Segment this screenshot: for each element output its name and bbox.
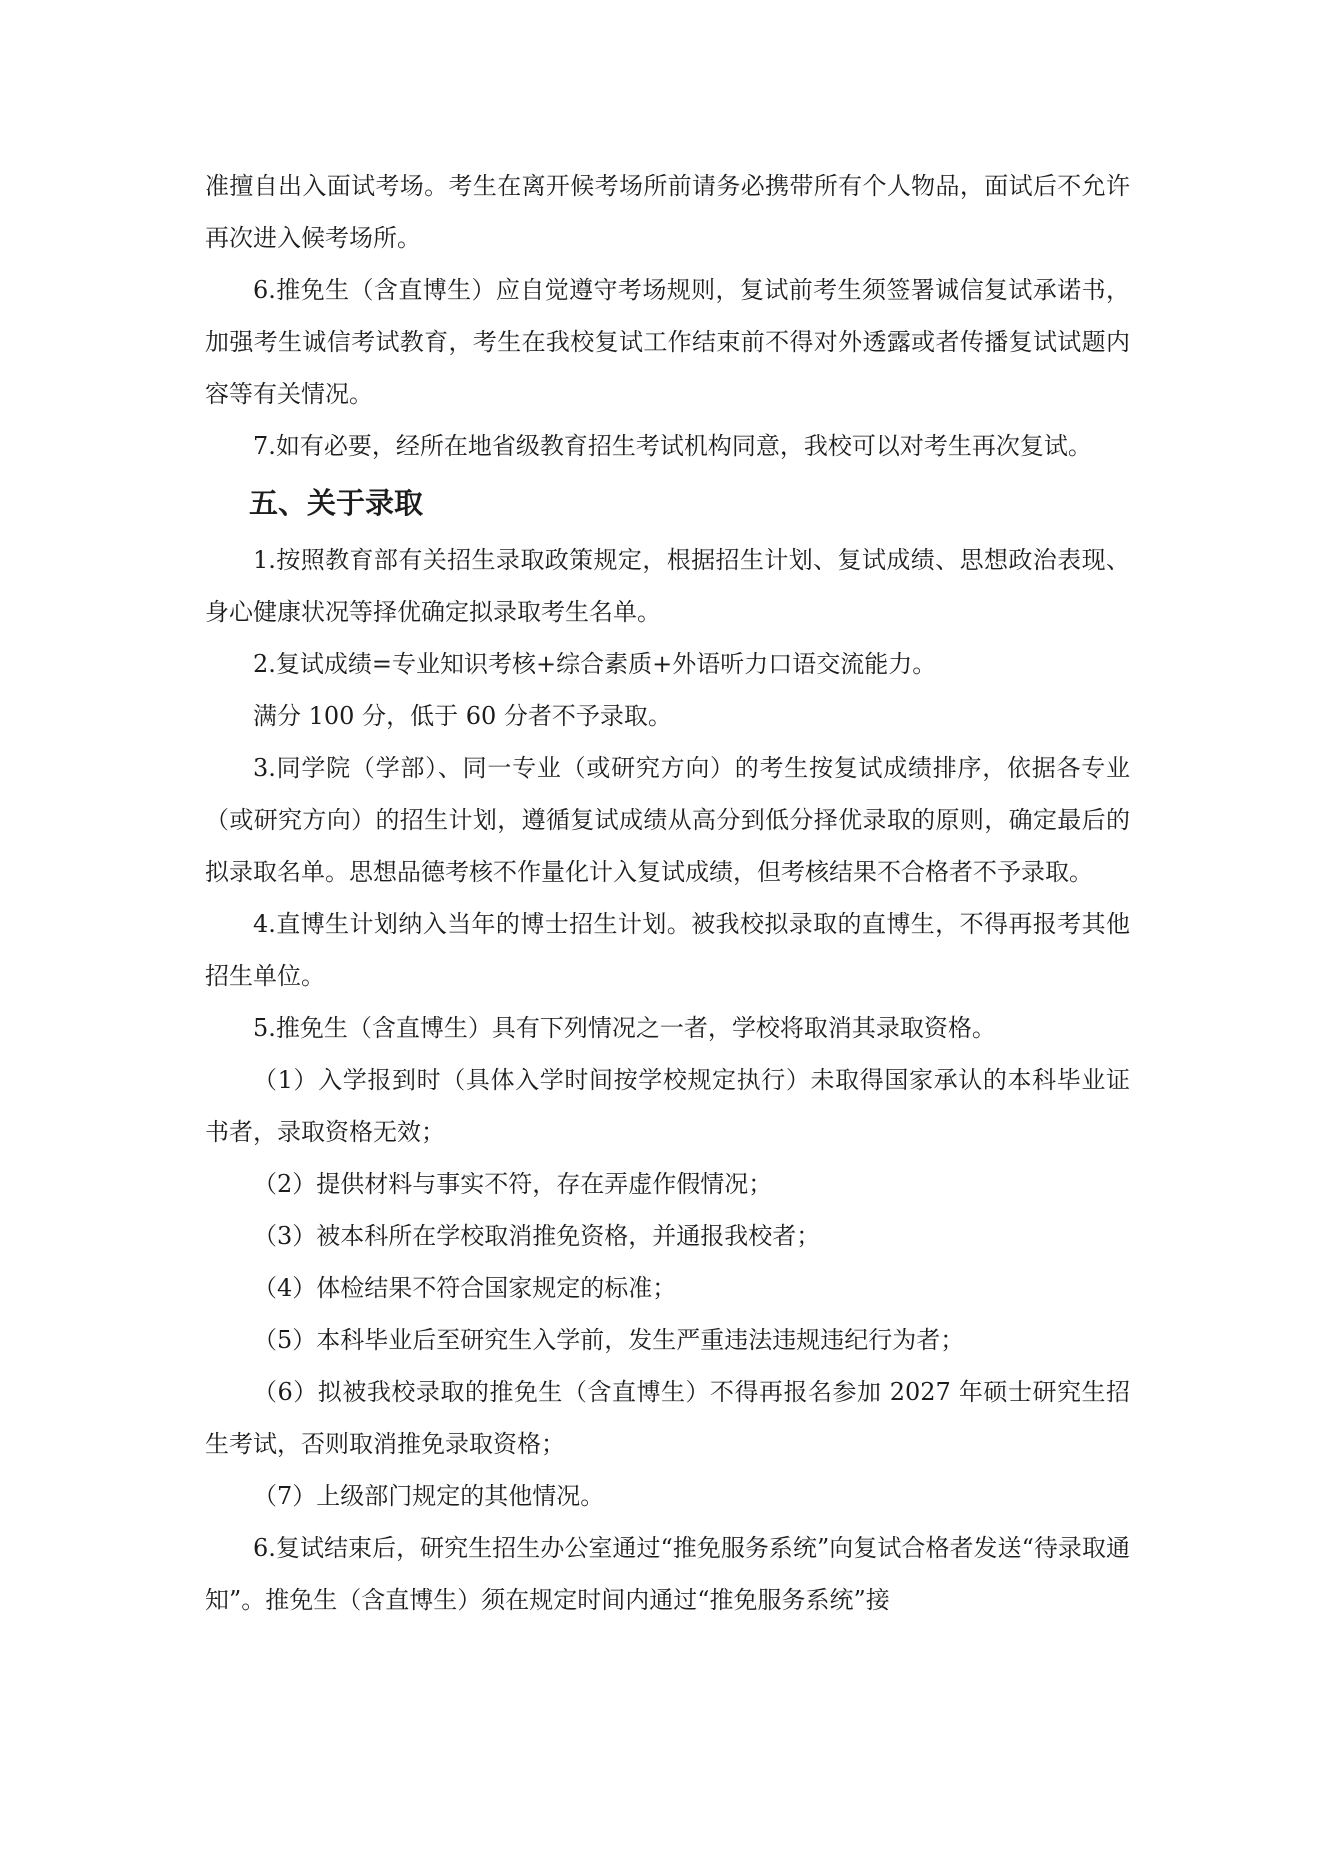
list-item-condition-1: （1）入学报到时（具体入学时间按学校规定执行）未取得国家承认的本科毕业证书者，录取资格无效； xyxy=(205,1066,1130,1146)
paragraph-admission-1: 1.按照教育部有关招生录取政策规定，根据招生计划、复试成绩、思想政治表现、身心健康状况等择优确定拟录取考生名单。 xyxy=(205,546,1130,626)
document-body xyxy=(205,160,1130,1626)
paragraph-admission-3: 3.同学院（学部）、同一专业（或研究方向）的考生按复试成绩排序，依据各专业（或研究方向）的招生计划，遵循复试成绩从高分到低分择优录取的原则，确定最后的拟录取名单。思想品德考核不作量化计入复试成绩，但考核结果不合格者不予录取。 xyxy=(205,754,1130,886)
paragraph-admission-5: 5.推免生（含直博生）具有下列情况之一者，学校将取消其录取资格。 xyxy=(253,1014,996,1042)
paragraph-admission-4: 4.直博生计划纳入当年的博士招生计划。被我校拟录取的直博生，不得再报考其他招生单位。 xyxy=(205,910,1130,990)
list-item-condition-7: （7）上级部门规定的其他情况。 xyxy=(253,1482,605,1510)
paragraph-admission-2: 2.复试成绩=专业知识考核+综合素质+外语听力口语交流能力。 xyxy=(253,650,937,678)
paragraph-item-7: 7.如有必要，经所在地省级教育招生考试机构同意，我校可以对考生再次复试。 xyxy=(253,432,1092,460)
list-item-condition-3: （3）被本科所在学校取消推免资格，并通报我校者； xyxy=(253,1222,821,1250)
list-item-condition-4: （4）体检结果不符合国家规定的标准； xyxy=(253,1274,677,1302)
paragraph-full-score: 满分 100 分，低于 60 分者不予录取。 xyxy=(253,702,672,730)
paragraph-continuation: 准擅自出入面试考场。考生在离开候考场所前请务必携带所有个人物品，面试后不允许再次进入候考场所。 xyxy=(205,172,1130,252)
section-heading: 五、关于录取 xyxy=(249,486,424,520)
list-item-condition-5: （5）本科毕业后至研究生入学前，发生严重违法违规违纪行为者； xyxy=(253,1326,965,1354)
list-item-condition-6: （6）拟被我校录取的推免生（含直博生）不得再报名参加 2027 年硕士研究生招生考试，否则取消推免录取资格； xyxy=(205,1378,1130,1458)
paragraph-admission-6: 6.复试结束后，研究生招生办公室通过“推免服务系统”向复试合格者发送“待录取通知”。推免生（含直博生）须在规定时间内通过“推免服务系统”接 xyxy=(205,1534,1130,1614)
list-item-condition-2: （2）提供材料与事实不符，存在弄虚作假情况； xyxy=(253,1170,773,1198)
paragraph-item-6: 6.推免生（含直博生）应自觉遵守考场规则，复试前考生须签署诚信复试承诺书，加强考生诚信考试教育，考生在我校复试工作结束前不得对外透露或者传播复试试题内容等有关情况。 xyxy=(205,276,1130,408)
